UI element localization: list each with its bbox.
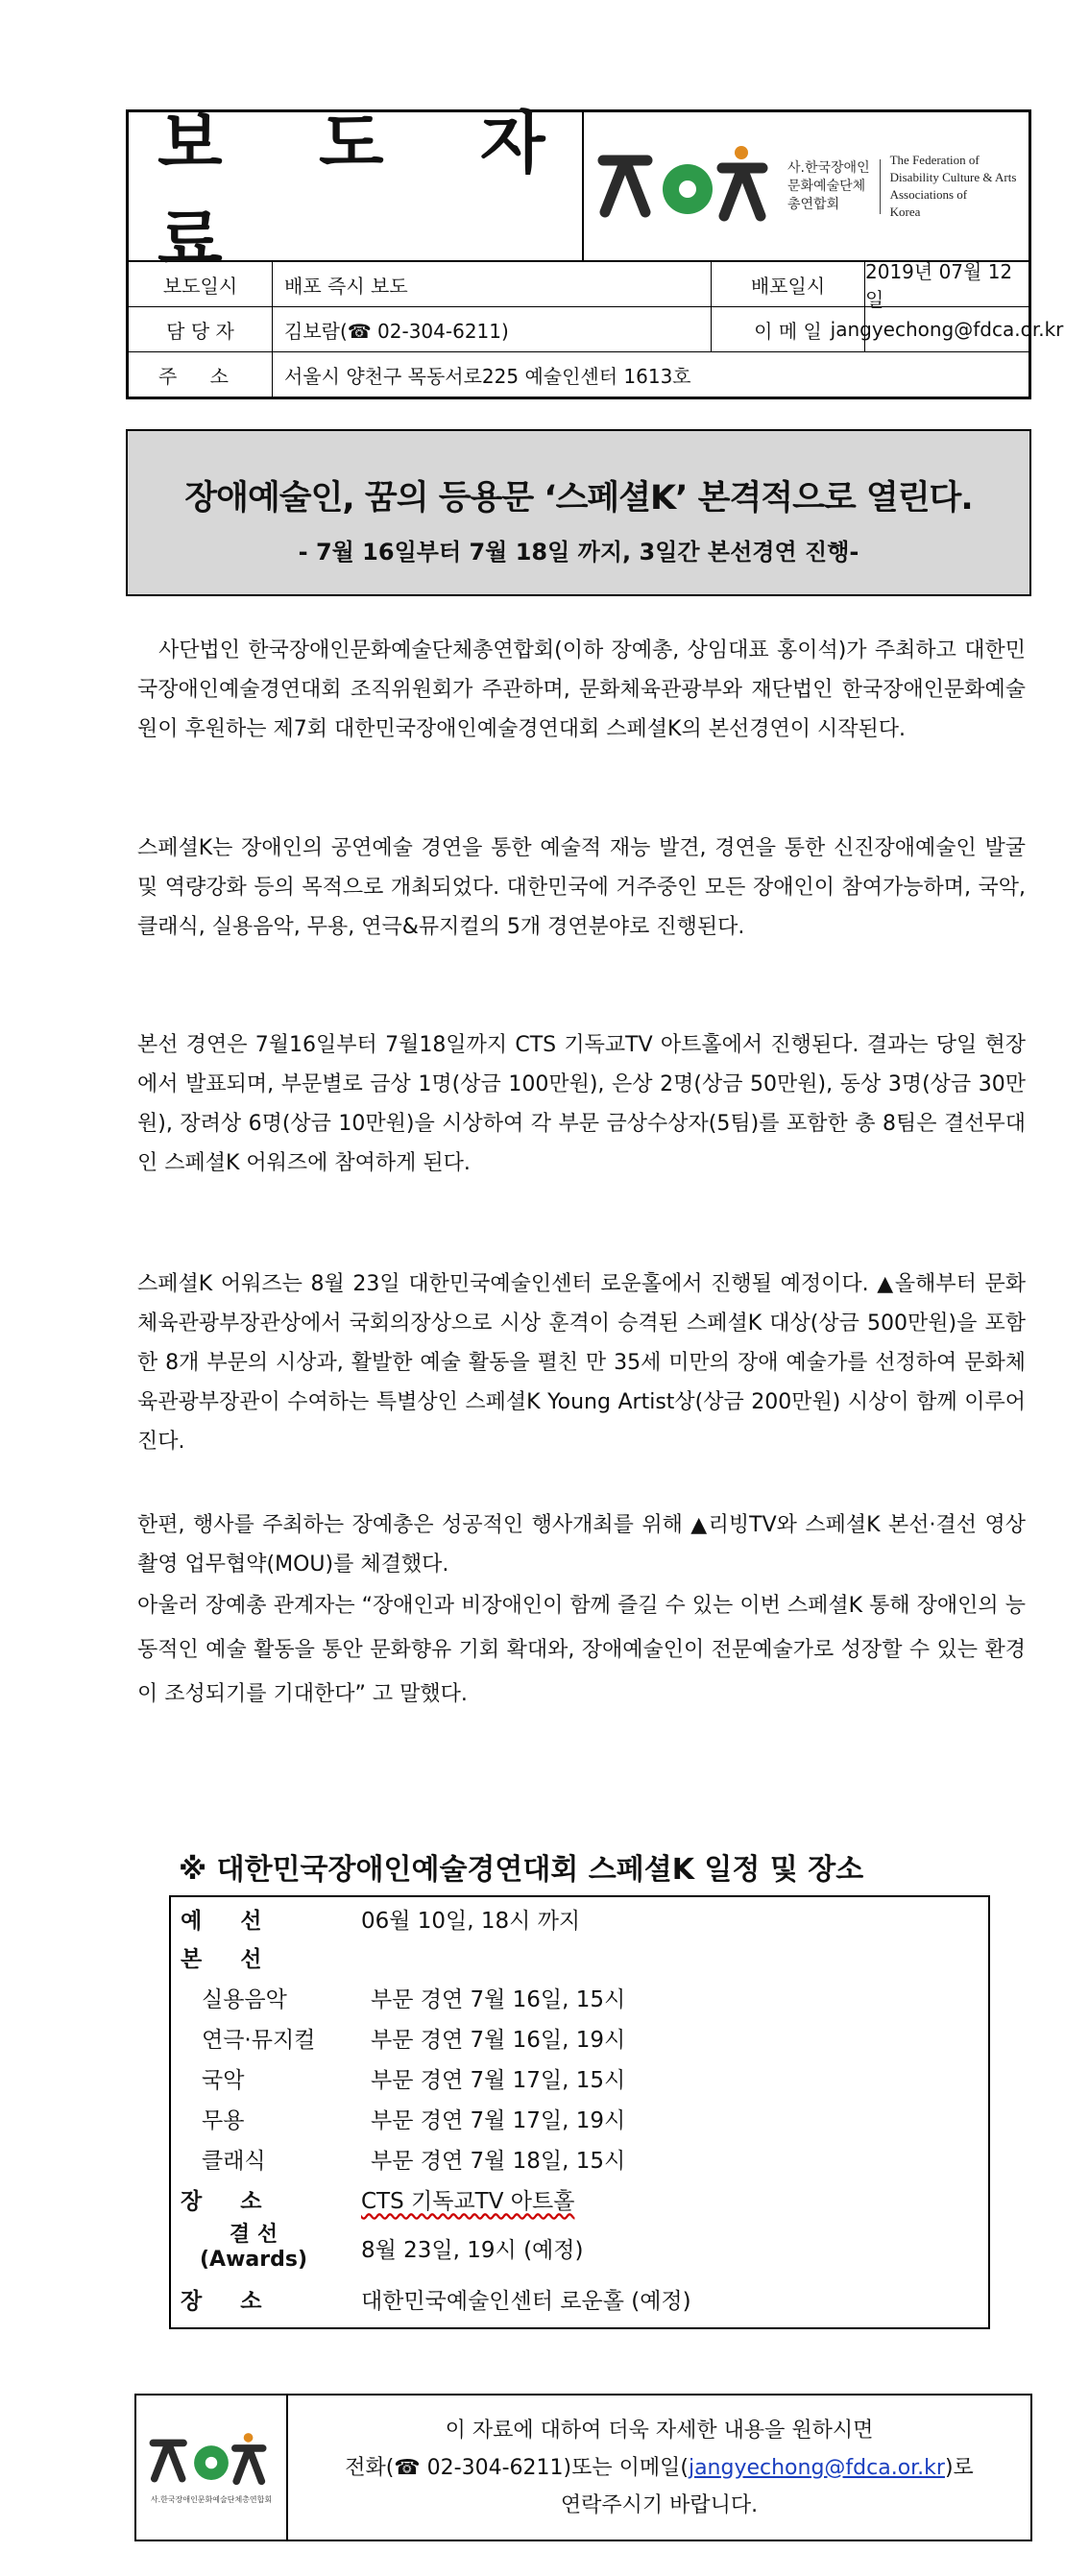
org-logo-icon: [597, 143, 778, 229]
prelim-row: [171, 1899, 988, 1938]
header-top-row: [129, 103, 1028, 279]
release-date-row: [129, 260, 1028, 311]
prelim-label: 예선: [181, 1908, 301, 1934]
body-paragraph-4: 스페셜K 어워즈는 8월 23일 대한민국예술인센터 로운홀에서 진행될 예정이다. ▲올해부터 문화체육관광부장관상에서 국회의장상으로 시상 훈격이 승격된 스페셜K 대상(상금 500만원)을 포함한 8개 부문의 시상과, 활발한 예술 활동을 펼친 만 35세 미만의 장애 예술가를 선정하여 문화체육관광부장관이 수여하는 특별상인 스페셜K Young Artist상(상금 200만원) 시상이 함께 이루어진다.: [137, 1272, 1026, 1454]
main-round-label: 본선: [181, 1946, 301, 1972]
release-time-label: 보도일시: [129, 262, 273, 306]
contact-person-value: 김보람(☎ 02-304-6211): [273, 307, 712, 351]
schedule-item: [171, 2099, 988, 2137]
contact-logo-caption: 사.한국장애인문화예술단체총연합회: [150, 2494, 273, 2504]
category-name: 무용: [202, 2107, 245, 2133]
distribution-date-label: 배포일시: [712, 262, 865, 306]
org-logo-icon: [149, 2431, 274, 2491]
headline-box: [126, 429, 1031, 596]
press-release-title: 보 도 자 료: [129, 112, 584, 260]
address-value: 서울시 양천구 목동서로225 예술인센터 1613호: [284, 364, 691, 388]
email-label: 이 메 일: [712, 307, 865, 351]
category-time: 부문 경연 7월 18일, 15시: [371, 2148, 626, 2174]
category-name: 실용음악: [202, 1986, 287, 2012]
body-paragraph-3: 본선 경연은 7월16일부터 7월18일까지 CTS 기독교TV 아트홀에서 진행된다. 결과는 당일 현장에서 발표되며, 부문별로 금상 1명(상금 100만원), 은상 2명(상금 50만원), 동상 3명(상금 30만원), 장려상 6명(상금 10만원)을 시상하여 각 부문 금상수상자(5팀)를 포함한 총 8팀은 결선무대인 스페셜K 어워즈에 참여하게 된다.: [137, 1033, 1026, 1175]
organization-logo: [586, 112, 1028, 260]
venue2-label: 장소: [181, 2288, 301, 2314]
contact-line-3: 연락주시기 바랍니다.: [560, 2492, 759, 2517]
email-value: jangyechong@fdca.or.kr: [830, 318, 1064, 341]
release-time-value: 배포 즉시 보도: [273, 262, 712, 306]
schedule-item: [171, 1978, 988, 2016]
body-paragraph-5: 한편, 행사를 주최하는 장예총은 성공적인 행사개최를 위해 ▲리빙TV와 스페셜K 본선·결선 영상촬영 업무협약(MOU)를 체결했다.: [137, 1513, 1026, 1577]
address-label: 주 소: [129, 352, 273, 397]
schedule-item: [171, 2139, 988, 2178]
body-paragraph-1: 사단법인 한국장애인문화예술단체총연합회(이하 장예총, 상임대표 홍이석)가 주최하고 대한민국장애인예술경연대회 조직위원회가 주관하며, 문화체육관광부와 재단법인 한국장애인문화예술원이 후원하는 제7회 대한민국장애인예술경연대회 스페셜K의 본선경연이 시작된다.: [137, 638, 1026, 741]
category-time: 부문 경연 7월 16일, 15시: [371, 1986, 626, 2012]
email-link[interactable]: jangyechong@fdca.or.kr: [688, 2455, 945, 2480]
category-name: 연극·뮤지컬: [202, 2027, 316, 2053]
body-paragraph-2: 스페셜K는 장애인의 공연예술 경연을 통한 예술적 재능 발견, 경연을 통한 신진장애예술인 발굴 및 역량강화 등의 목적으로 개최되었다. 대한민국에 거주중인 모든 장애인이 참여가능하며, 국악, 클래식, 실용음악, 무용, 연극&뮤지컬의 5개 경연분야로 진행된다.: [137, 836, 1026, 939]
contact-box: [134, 2394, 1032, 2541]
venue2-row: [171, 2279, 988, 2318]
contact-logo: [136, 2395, 288, 2540]
headline-subtitle: - 7월 16일부터 7월 18일 까지, 3일간 본선경연 진행-: [298, 539, 859, 566]
venue-value: CTS 기독교TV 아트홀: [361, 2188, 575, 2214]
distribution-date-value: 2019년 07월 12일: [865, 260, 1013, 311]
final-label: 결 선 (Awards): [200, 2223, 307, 2272]
category-name: 국악: [202, 2067, 245, 2093]
schedule-table: [169, 1895, 990, 2329]
contact-text: [288, 2395, 1030, 2540]
category-time: 부문 경연 7월 17일, 15시: [371, 2067, 626, 2093]
category-time: 부문 경연 7월 16일, 19시: [371, 2027, 626, 2053]
venue-label: 장소: [181, 2188, 301, 2214]
contact-person-label: 담 당 자: [129, 307, 273, 351]
address-row: [129, 352, 1028, 397]
category-time: 부문 경연 7월 17일, 19시: [371, 2107, 626, 2133]
press-header-table: [126, 103, 1064, 399]
final-value: 8월 23일, 19시 (예정): [361, 2237, 584, 2263]
category-name: 클래식: [202, 2148, 266, 2174]
body-paragraph-6: 아울러 장예총 관계자는 “장애인과 비장애인이 함께 즐길 수 있는 이번 스페셜K 통해 장애인의 능동적인 예술 활동을 통안 문화향유 기회 확대와, 장애예술인이 전문예술가로 성장할 수 있는 환경이 조성되기를 기대한다” 고 말했다.: [137, 1594, 1026, 1706]
schedule-title: ※ 대한민국장애인예술경연대회 스페셜K 일정 및 장소: [179, 1853, 864, 1887]
final-row: [171, 2220, 988, 2275]
venue-row: [171, 2179, 988, 2218]
contact-person-row: [129, 307, 1064, 352]
logo-korean-text: 사.한국장애인 문화예술단체 총연합회: [787, 159, 881, 214]
headline-title: 장애예술인, 꿈의 등용문 ‘스페셜K’ 본격적으로 열린다.: [184, 479, 973, 518]
venue2-value: 대한민국예술인센터 로운홀 (예정): [361, 2288, 691, 2314]
contact-line-2: 전화(☎ 02-304-6211)또는 이메일(jangyechong@fdca.or.kr)로: [345, 2455, 974, 2480]
logo-english-text: The Federation of Disability Culture & Arts Associations of Korea: [889, 153, 1017, 219]
prelim-value: 06월 10일, 18시 까지: [361, 1908, 581, 1934]
contact-line-1: 이 자료에 대하여 더욱 자세한 내용을 원하시면: [445, 2418, 874, 2443]
schedule-item: [171, 2058, 988, 2097]
schedule-item: [171, 2018, 988, 2057]
main-round-row: [171, 1938, 988, 1976]
